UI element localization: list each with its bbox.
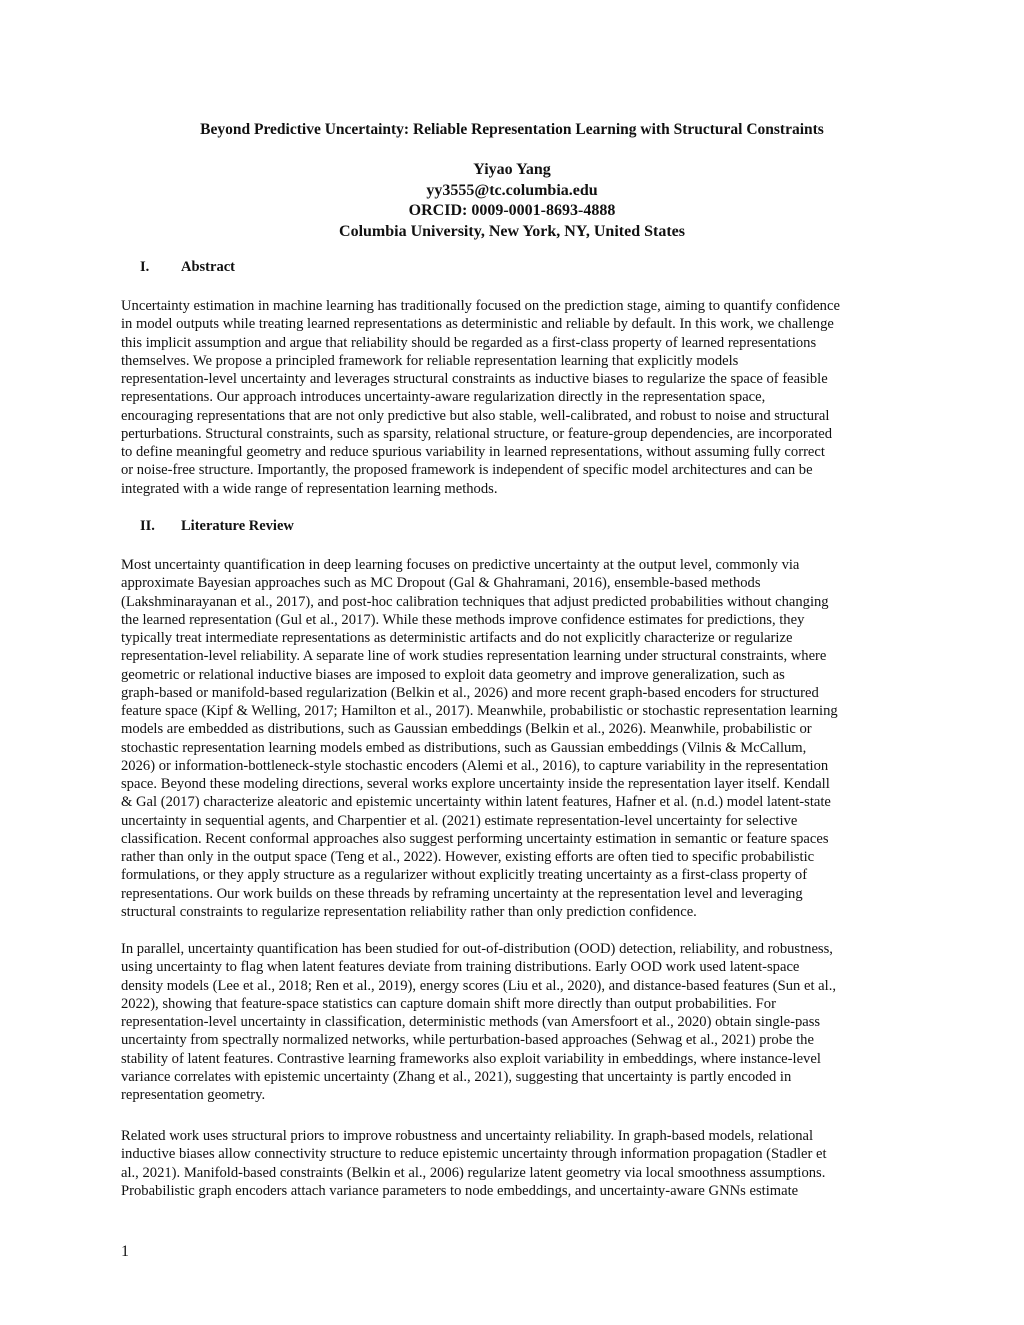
text-line: Uncertainty estimation in machine learning has traditionally focused on the prediction stage, aiming to quantify confidence — [121, 298, 840, 314]
text-line: In parallel, uncertainty quantification has been studied for out-of-distribution (OOD) detection, reliability, and robustness, — [121, 941, 833, 957]
abstract-paragraph — [121, 297, 911, 498]
section-number: II. — [140, 518, 155, 534]
literature-paragraph-3 — [121, 1127, 911, 1200]
text-line: using uncertainty to flag when latent features deviate from training distributions. Early OOD work used latent-space — [121, 959, 800, 976]
text-line: Probabilistic graph encoders attach variance parameters to node embeddings, and uncertainty-aware GNNs estimate — [121, 1182, 799, 1199]
text-line: themselves. We propose a principled framework for reliable representation learning that explicitly models — [121, 352, 739, 369]
literature-paragraph-2 — [121, 940, 911, 1104]
text-line: rather than only in the output space (Teng et al., 2022). However, existing efforts are often tied to specific probabilistic — [121, 849, 815, 865]
text-line: space. Beyond these modeling directions, several works explore uncertainty inside the representation layer itself. Kendall — [121, 776, 830, 792]
text-line: stability of latent features. Contrastive learning frameworks also exploit variability in embeddings, where instance-level — [121, 1050, 821, 1067]
text-line: classification. Recent conformal approaches also suggest performing uncertainty estimation in semantic or feature spaces — [121, 830, 829, 847]
text-line: models are embedded as distributions, such as Gaussian embeddings (Belkin et al., 2026). Meanwhile, probabilistic or — [121, 721, 812, 738]
text-line: approximate Bayesian approaches such as MC Dropout (Gal & Ghahramani, 2016), ensemble-based methods — [121, 575, 761, 592]
text-line: 2026) or information-bottleneck-style stochastic encoders (Alemi et al., 2016), to capture variability in the representation — [121, 757, 829, 774]
text-line: Related work uses structural priors to improve robustness and uncertainty reliability. In graph-based models, relational — [121, 1128, 814, 1144]
text-line: formulations, or they apply structure as a regularizer without explicitly treating uncertainty as a first-class property of — [121, 867, 808, 884]
paper-title: Beyond Predictive Uncertainty: Reliable Representation Learning with Structural Constraints — [200, 121, 824, 138]
section-heading-literature-review — [140, 518, 294, 535]
section-title: Abstract — [181, 259, 235, 275]
text-line: representation geometry. — [121, 1087, 266, 1103]
text-line: representation-level uncertainty and leverages structural constraints as inductive biases to regularize the space of feasible — [121, 371, 828, 387]
author-affiliation: Columbia University, New York, NY, United States — [339, 222, 685, 240]
author-email: yy3555@tc.columbia.edu — [426, 181, 598, 199]
text-line: this implicit assumption and argue that reliability should be regarded as a first-class property of learned representations — [121, 334, 817, 351]
text-line: Most uncertainty quantification in deep learning focuses on predictive uncertainty at the output level, commonly via — [121, 557, 800, 573]
text-line: typically treat intermediate representations as deterministic artifacts and do not explicitly characterize or regularize — [121, 630, 793, 646]
literature-paragraph-1 — [121, 556, 911, 921]
text-line: representation-level uncertainty in classification, deterministic methods (van Amersfoort et al., 2020) obtain single-pass — [121, 1014, 821, 1030]
section-title: Literature Review — [181, 518, 294, 534]
text-line: variance correlates with epistemic uncertainty (Zhang et al., 2021), suggesting that uncertainty is partly encoded in — [121, 1068, 792, 1085]
section-heading-abstract — [140, 259, 235, 276]
author-orcid: ORCID: 0009-0001-8693-4888 — [408, 202, 616, 219]
text-line: representation-level reliability. A separate line of work studies representation learning under structural constraints, where — [121, 648, 827, 665]
text-line: (Lakshminarayanan et al., 2017), and post-hoc calibration techniques that adjust predicted probabilities without changing — [121, 593, 829, 610]
text-line: uncertainty from spectrally normalized networks, while perturbation-based approaches (Sehwag et al., 2021) probe the — [121, 1032, 814, 1049]
text-line: stochastic representation learning models embed as distributions, such as Gaussian embeddings (Vilnis & McCallum, — [121, 739, 807, 756]
author-block — [0, 160, 1024, 242]
text-line: in model outputs while treating learned representations as deterministic and reliable by default. In this work, we challenge — [121, 316, 834, 333]
text-line: integrated with a wide range of representation learning methods. — [121, 480, 498, 497]
text-line: inductive biases allow connectivity structure to reduce epistemic uncertainty through information propagation (Stadler et — [121, 1146, 827, 1163]
page-number: 1 — [121, 1243, 129, 1260]
section-number: I. — [140, 259, 150, 275]
text-line: or noise-free structure. Importantly, the proposed framework is independent of specific model architectures and can be — [121, 462, 813, 479]
author-name: Yiyao Yang — [473, 161, 551, 178]
text-line: structural constraints to regularize representation reliability rather than only prediction confidence. — [121, 903, 697, 920]
text-line: density models (Lee et al., 2018; Ren et al., 2019), energy scores (Liu et al., 2020), and distance-based features (Sun et al., — [121, 977, 837, 994]
text-line: geometric or relational inductive biases are imposed to exploit data geometry and improve generalization, such as — [121, 666, 785, 683]
text-line: al., 2021). Manifold-based constraints (Belkin et al., 2006) regularize latent geometry via local smoothness assumptions. — [121, 1164, 826, 1181]
text-line: encouraging representations that are not only predictive but also stable, well-calibrated, and robust to noise and structural — [121, 407, 830, 424]
text-line: 2022), showing that feature-space statistics can capture domain shift more directly than output probabilities. For — [121, 995, 776, 1012]
text-line: the learned representation (Gul et al., 2017). While these methods improve confidence estimates for predictions, they — [121, 611, 805, 628]
text-line: feature space (Kipf & Welling, 2017; Hamilton et al., 2017). Meanwhile, probabilistic or stochastic representation learning — [121, 703, 838, 719]
text-line: representations. Our work builds on these threads by reframing uncertainty at the representation level and leveraging — [121, 885, 803, 902]
text-line: perturbations. Structural constraints, such as sparsity, relational structure, or feature-group dependencies, are incorporated — [121, 425, 833, 442]
text-line: graph-based or manifold-based regularization (Belkin et al., 2026) and more recent graph-based encoders for structured — [121, 684, 819, 701]
text-line: to define meaningful geometry and reduce spurious variability in learned representations, without assuming fully correct — [121, 444, 825, 460]
text-line: uncertainty in sequential agents, and Charpentier et al. (2021) estimate representation-level uncertainty for selective — [121, 812, 798, 829]
text-line: representations. Our approach introduces uncertainty-aware regularization directly in the representation space, — [121, 389, 766, 406]
text-line: & Gal (2017) characterize aleatoric and epistemic uncertainty within latent features, Hafner et al. (n.d.) model latent-state — [121, 794, 831, 811]
